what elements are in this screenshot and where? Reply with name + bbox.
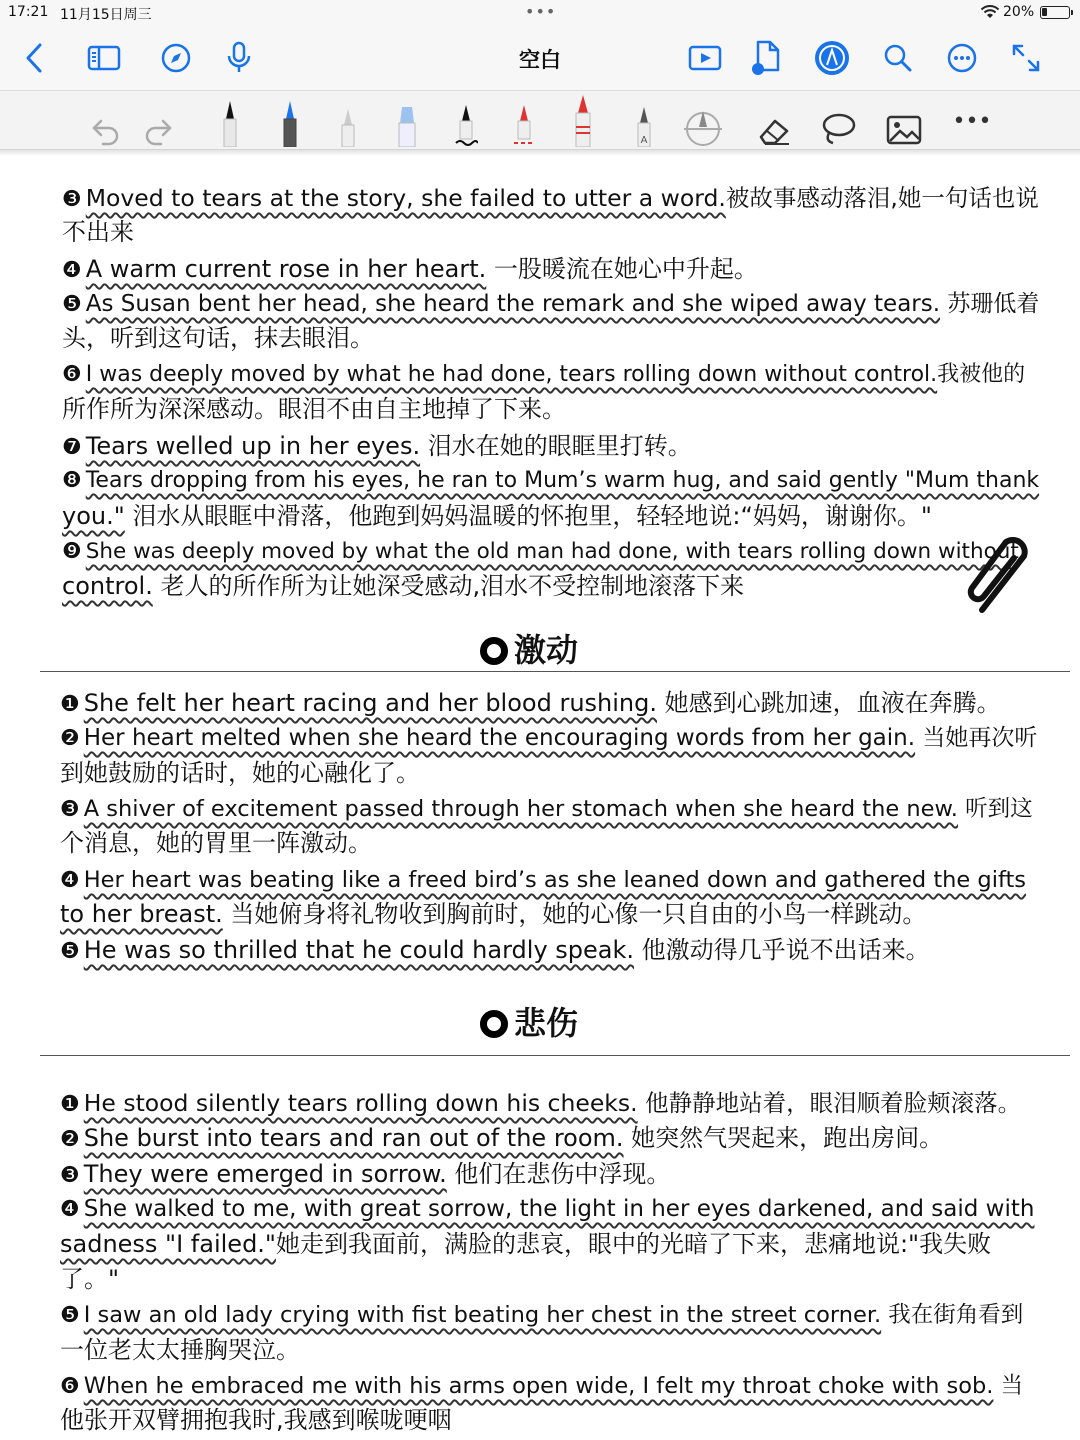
list-item: control. 老人的所作所为让她深受感动,泪水不受控制地滚落下来 (62, 572, 745, 600)
battery-icon (1040, 6, 1070, 19)
section-divider (40, 671, 1070, 672)
highlighter-blue-icon[interactable] (392, 95, 422, 147)
expand-icon[interactable] (1008, 40, 1044, 76)
lasso-icon[interactable] (818, 95, 858, 147)
list-item: ❻ When he embraced me with his arms open wide, I felt my throat choke with sob. 当 (60, 1373, 1024, 1399)
ruler-pen-icon[interactable] (682, 95, 724, 147)
list-item: ❷ Her heart melted when she heard the encouraging words from her gain. 当她再次听 (60, 725, 1038, 751)
sidebar-icon[interactable] (86, 40, 122, 76)
list-item: to her breast. 当她俯身将礼物收到胸前时，她的心像一只自由的小鸟一样跳动。 (60, 900, 927, 928)
pencil-circle-icon[interactable] (814, 40, 850, 76)
image-icon[interactable] (884, 95, 924, 147)
text-pen-icon[interactable] (630, 95, 658, 147)
list-item: 头，听到这句话，抹去眼泪。 (62, 324, 374, 352)
status-bar (0, 0, 1080, 26)
wifi-icon (980, 4, 1000, 24)
list-item: 所作所为深深感动。眼泪不由自主地掉了下来。 (62, 395, 566, 423)
microphone-icon[interactable] (221, 40, 257, 76)
section-divider (40, 1055, 1070, 1056)
redo-icon[interactable] (140, 95, 176, 147)
present-icon[interactable] (687, 40, 723, 76)
more-circle-icon[interactable] (944, 40, 980, 76)
list-item: ❹ She walked to me, with great sorrow, the light in her eyes darkened, and said with (60, 1196, 1035, 1222)
list-item: ❾ She was deeply moved by what the old man had done, with tears rolling down without (62, 539, 1019, 564)
list-item: 个消息，她的胃里一阵激动。 (60, 829, 372, 857)
nav-bar (0, 26, 1080, 90)
note-page[interactable] (0, 150, 1080, 1440)
list-item: ❶ He stood silently tears rolling down his cheeks. 他静静地站着，眼泪顺着脸颊滚落。 (60, 1089, 1022, 1117)
pen-blue-icon[interactable] (276, 95, 304, 147)
list-item: ❻ I was deeply moved by what he had done, tears rolling down without control.我被他的 (62, 362, 1026, 387)
paperclip-icon (962, 532, 1044, 626)
pen-red-double-icon[interactable] (568, 95, 598, 147)
list-item: 不出来 (62, 218, 134, 246)
list-item: sadness "I failed."她走到我面前，满脸的悲哀，眼中的光暗了下来，悲痛地说:"我失败 (60, 1230, 992, 1258)
list-item: ❸ Moved to tears at the story, she failed to utter a word.被故事感动落泪,她一句话也说 (62, 184, 1039, 212)
list-item: ❸ They were emerged in sorrow. 他们在悲伤中浮现。 (60, 1160, 671, 1188)
list-item: ❼ Tears welled up in her eyes. 泪水在她的眼眶里打转。 (62, 432, 692, 460)
list-item: ❺ As Susan bent her head, she heard the remark and she wiped away tears. 苏珊低着 (62, 291, 1040, 317)
list-item: ❹ Her heart was beating like a freed bird’s as she leaned down and gathered the gifts (60, 867, 1027, 893)
list-item: ❷ She burst into tears and ran out of the room. 她突然气哭起来，跑出房间。 (60, 1124, 944, 1152)
undo-icon[interactable] (88, 95, 124, 147)
pen-wavy-icon[interactable] (452, 95, 480, 147)
list-item: you." 泪水从眼眶中滑落，他跑到妈妈温暖的怀抱里，轻轻地说:“妈妈，谢谢你。" (62, 502, 932, 530)
bullet-circle-icon (480, 637, 508, 665)
list-item: ❽ Tears dropping from his eyes, he ran to Mum’s warm hug, and said gently "Mum thank (62, 468, 1040, 493)
more-dots-icon[interactable]: ••• (952, 108, 992, 134)
eraser-icon[interactable] (754, 95, 794, 147)
pen-black-icon[interactable] (216, 95, 244, 147)
document-title[interactable]: 空白 (519, 48, 561, 72)
battery-percent: 20% (1003, 4, 1035, 20)
section-heading-excited: 激动 (480, 630, 578, 670)
pen-red-dashed-icon[interactable] (510, 95, 538, 147)
multitask-dots[interactable]: ••• (525, 2, 557, 21)
search-icon[interactable] (880, 40, 916, 76)
document-icon[interactable] (748, 40, 784, 76)
list-item: ❺ He was so thrilled that he could hardly speak. 他激动得几乎说不出话来。 (60, 936, 930, 964)
list-item: 了。" (60, 1265, 120, 1293)
back-chevron-icon[interactable] (16, 40, 52, 76)
pencil-light-icon[interactable] (334, 95, 362, 147)
list-item: ❺ I saw an old lady crying with fist beating her chest in the street corner. 我在街角看到 (60, 1302, 1024, 1328)
list-item: ❶ She felt her heart racing and her blood rushing. 她感到心跳加速，血液在奔腾。 (60, 689, 1001, 717)
list-item: 他张开双臂拥抱我时,我感到喉咙哽咽 (60, 1406, 452, 1434)
list-item: ❸ A shiver of excitement passed through her stomach when she heard the new. 听到这 (60, 796, 1033, 822)
drawing-toolbar (0, 90, 1080, 150)
list-item: 一位老太太捶胸哭泣。 (60, 1336, 300, 1364)
status-date: 11月15日周三 (60, 7, 152, 23)
status-time: 17:21 (8, 4, 49, 20)
compass-icon[interactable] (158, 40, 194, 76)
section-heading-sad: 悲伤 (480, 1003, 578, 1043)
list-item: ❹ A warm current rose in her heart. 一股暖流在她心中升起。 (62, 255, 758, 283)
svg-text:A: A (640, 135, 648, 146)
list-item: 到她鼓励的话时，她的心融化了。 (60, 759, 420, 787)
bullet-circle-icon (480, 1010, 508, 1038)
